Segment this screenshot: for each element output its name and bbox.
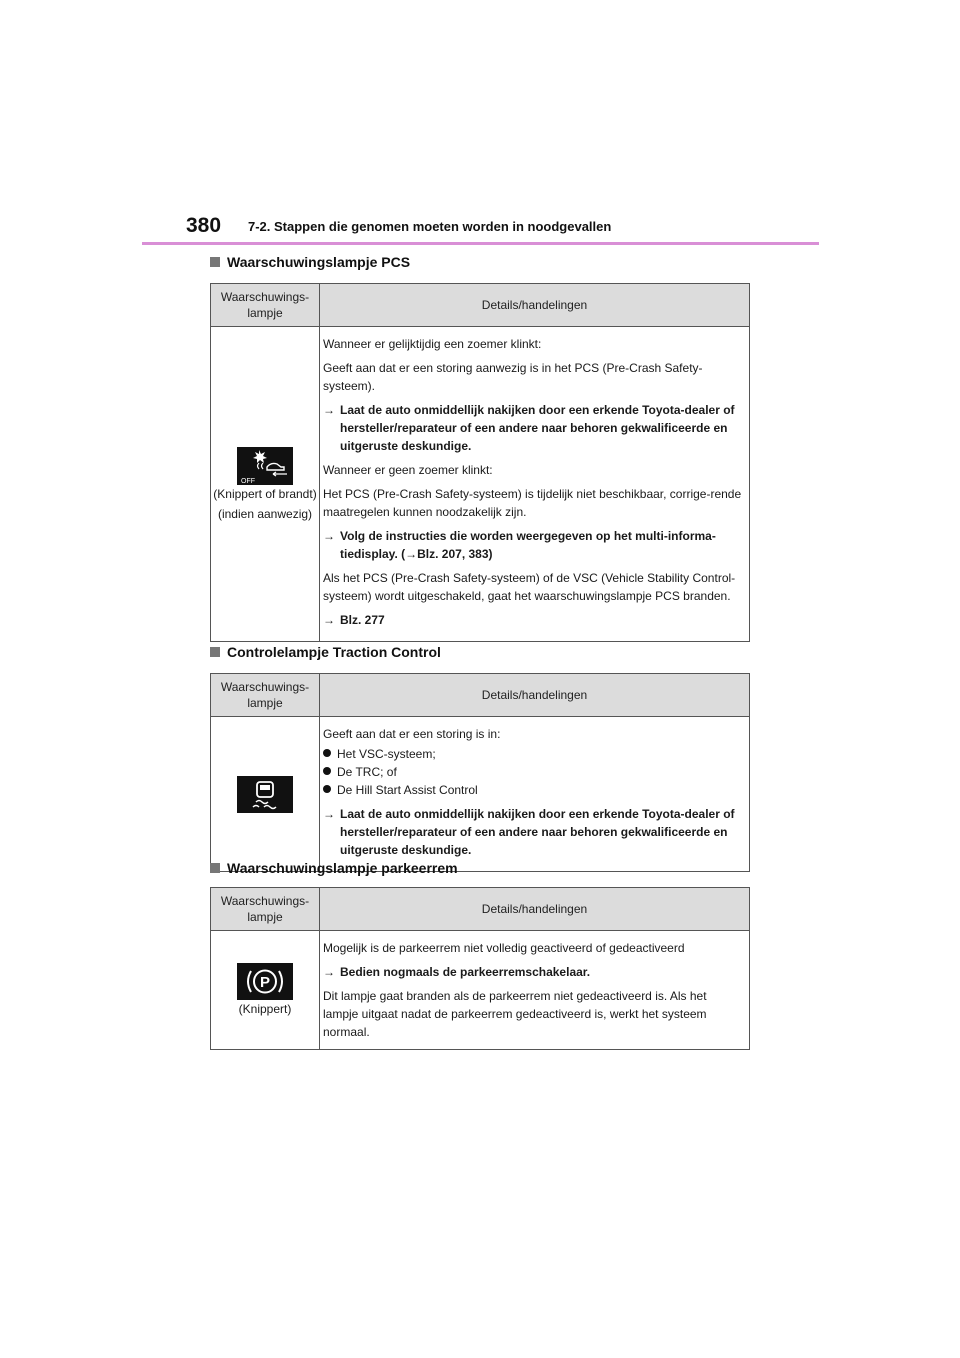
arrow-right-icon: → [323, 403, 335, 417]
arrow-right-icon: → [323, 965, 335, 979]
arrow-right-icon: → [323, 807, 335, 821]
section-title-parking-brake [210, 860, 458, 876]
section-title-text: Waarschuwingslampje parkeerrem [227, 860, 458, 876]
arrow-right-icon: → [323, 613, 335, 627]
details-cell [320, 717, 750, 872]
page-number: 380 [186, 214, 222, 237]
table-row [211, 327, 750, 642]
table-header-row [211, 674, 750, 717]
detail-text: Wanneer er geen zoemer klinkt: [323, 463, 493, 477]
traction-control-icon [237, 776, 293, 813]
lamp-cell [211, 717, 320, 872]
parking-brake-icon [237, 963, 293, 1000]
action-text: → Laat de auto onmiddellijk nakijken door een erkende Toyota-dealer of hersteller/reparateur of een andere naar behoren gekwalificeerde en uitgeruste deskundige. [323, 807, 735, 857]
detail-text: Geeft aan dat er een storing is in: [323, 727, 501, 741]
svg-text:OFF: OFF [241, 477, 255, 485]
square-bullet-icon [210, 863, 220, 873]
table-row [211, 717, 750, 872]
lamp-cell [211, 327, 320, 642]
traction-control-table [210, 673, 750, 872]
details-cell [320, 931, 750, 1050]
action-text: → Blz. 277 [323, 613, 385, 627]
section-title-text: Controlelampje Traction Control [227, 644, 441, 660]
page-header [0, 0, 960, 250]
svg-text:P: P [259, 974, 271, 991]
action-text: → Laat de auto onmiddellijk nakijken door een erkende Toyota-dealer of hersteller/reparateur of een andere naar behoren gekwalificeerde en uitgeruste deskundige. [323, 403, 735, 453]
section-title-traction [210, 644, 441, 660]
arrow-right-icon: → [323, 529, 335, 543]
list-item: De TRC; of [323, 763, 743, 781]
details-cell [320, 327, 750, 642]
action-text: → Bedien nogmaals de parkeerremschakelaar. [323, 965, 591, 979]
parking-brake-table [210, 887, 750, 1050]
action-text: → Volg de instructies die worden weergegeven op het multi-informa-tiedisplay. (→Blz. 207, 383) [323, 529, 716, 561]
pcs-warning-table [210, 283, 750, 642]
table-row [211, 931, 750, 1050]
col-header-lamp: Waarschuwings- lampje [211, 284, 320, 327]
table-header-row [211, 284, 750, 327]
col-header-lamp: Waarschuwings- lampje [211, 888, 320, 931]
col-header-details: Details/handelingen [320, 284, 750, 327]
list-item: Het VSC-systeem; [323, 745, 743, 763]
lamp-caption-extra: (indien aanwezig) [217, 506, 313, 521]
section-title-pcs [210, 254, 410, 270]
section-title-text: Waarschuwingslampje PCS [227, 254, 411, 270]
detail-text: Mogelijk is de parkeerrem niet volledig geactiveerd of gedeactiveerd [323, 941, 685, 955]
lamp-caption: (Knippert of brandt) [213, 486, 317, 501]
lamp-cell [211, 931, 320, 1050]
header-rule [142, 242, 819, 245]
col-header-details: Details/handelingen [320, 888, 750, 931]
detail-text: Geeft aan dat er een storing aanwezig is in het PCS (Pre-Crash Safety-systeem). [323, 361, 703, 393]
bullet-icon [323, 767, 331, 775]
detail-text: Dit lampje gaat branden als de parkeerrem niet gedeactiveerd is. Als het lampje uitgaat nadat de parkeerrem gedeactiveerd is, werkt het systeem normaal. [323, 989, 707, 1039]
square-bullet-icon [210, 647, 220, 657]
bullet-icon [323, 785, 331, 793]
table-header-row [211, 888, 750, 931]
chapter-title: 7-2. Stappen die genomen moeten worden in noodgevallen [248, 219, 612, 234]
list-item: De Hill Start Assist Control [323, 781, 743, 799]
square-bullet-icon [210, 257, 220, 267]
pcs-off-icon [237, 447, 293, 485]
detail-text: Wanneer er gelijktijdig een zoemer klinkt: [323, 337, 542, 351]
bullet-icon [323, 749, 331, 757]
col-header-details: Details/handelingen [320, 674, 750, 717]
detail-text: Als het PCS (Pre-Crash Safety-systeem) of de VSC (Vehicle Stability Control-systeem) wordt uitgeschakeld, gaat het waarschuwingslampje PCS branden. [323, 571, 736, 603]
lamp-caption: (Knippert) [238, 1002, 292, 1016]
col-header-lamp: Waarschuwings- lampje [211, 674, 320, 717]
detail-text: Het PCS (Pre-Crash Safety-systeem) is tijdelijk niet beschikbaar, corrige-rende maatregelen kunnen noodzakelijk zijn. [323, 487, 742, 519]
